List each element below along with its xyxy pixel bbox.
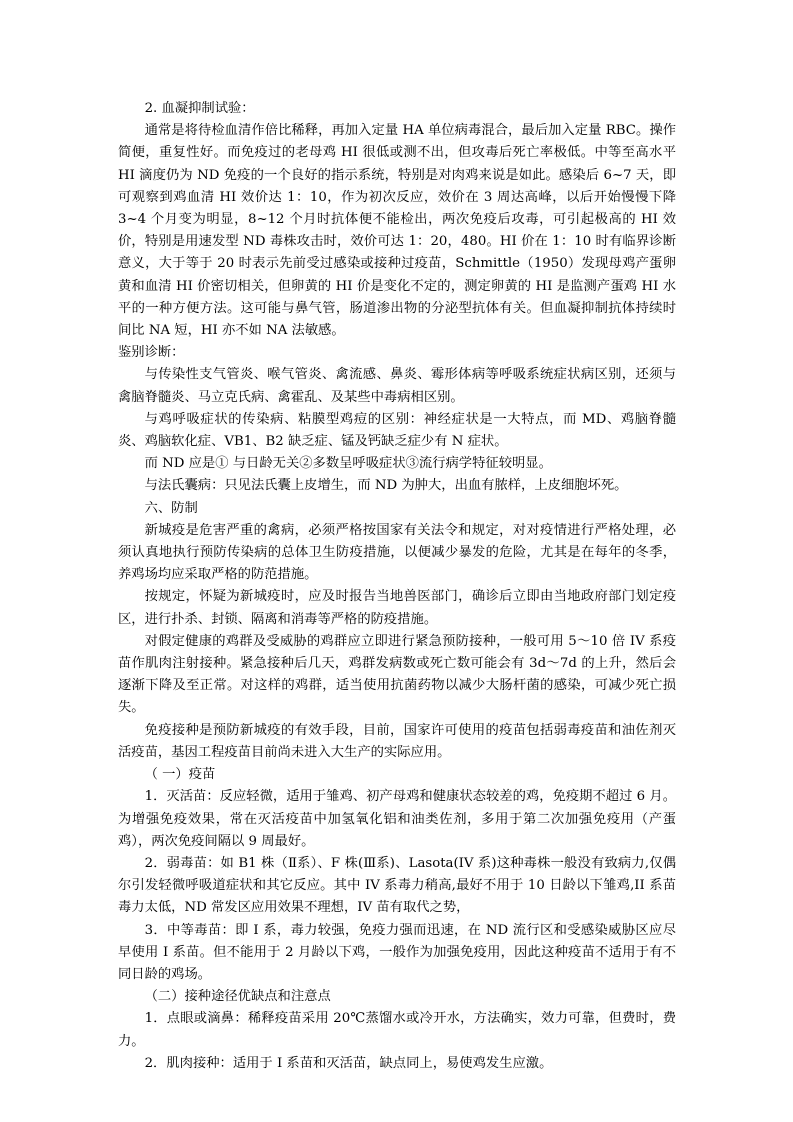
- paragraph-inactivated-vaccine: 1．灭活苗：反应轻微，适用于雏鸡、初产母鸡和健康状态较差的鸡，免疫期不超过 6 月。为增强免疫效果，常在灭活疫苗中加氢氧化铝和油类佐剂，多用于第二次加强免疫用（产蛋鸡），两次免疫间隔以 9 周最好。: [118, 789, 676, 849]
- paragraph-emergency-vaccination: 对假定健康的鸡群及受威胁的鸡群应立即进行紧急预防接种，一般可用 5～10 倍 IV 系疫苗作肌肉注射接种。紧急接种后几天，鸡群发病数或死亡数可能会有 3d～7d 的上升，然后会逐渐下降及至正常。对这样的鸡群，适当使用抗菌药物以减少大肠杆菌的感染，可减少死亡损失。: [118, 633, 676, 716]
- heading-hi-test: 2. 血凝抑制试验：: [144, 101, 255, 116]
- paragraph-eye-nose-drop: 1．点眼或滴鼻：稀释疫苗采用 20℃蒸馏水或冷开水，方法确实，效力可靠，但费时，费力。: [118, 1011, 676, 1049]
- paragraph-respiratory-diff: 与传染性支气管炎、喉气管炎、禽流感、鼻炎、霉形体病等呼吸系统症状病区别，还须与禽脑脊髓炎、马立克氏病、禽霍乱、及某些中毒病相区别。: [118, 367, 676, 405]
- heading-vaccines: （ 一）疫苗: [144, 767, 216, 783]
- paragraph-intermediate-vaccine: 3．中等毒苗：即 I 系，毒力较强，免疫力强而迅速，在 ND 流行区和受感染威胁区应尽早使用 I 系苗。但不能用于 2 月龄以下鸡，一般作为加强免疫用，因此这种疫苗不适用于有不同日龄的鸡场。: [118, 922, 676, 982]
- paragraph-intramuscular: 2．肌肉接种：适用于 I 系苗和灭活苗，缺点同上，易使鸡发生应激。: [144, 1055, 553, 1071]
- heading-differential-diagnosis: 鉴别诊断：: [118, 345, 185, 361]
- paragraph-reporting: 按规定，怀疑为新城疫时，应及时报告当地兽医部门，确诊后立即由当地政府部门划定疫区，进行扑杀、封锁、隔离和消毒等严格的防疫措施。: [118, 589, 676, 627]
- paragraph-hi-description: 通常是将待检血清作倍比稀释，再加入定量 HA 单位病毒混合，最后加入定量 RBC。操作简便，重复性好。而免疫过的老母鸡 HI 很低或测不出，但攻毒后死亡率极低。中等至高水平 HI 滴度仍为 ND 免疫的一个良好的指示系统，特别是对肉鸡来说是如此。感染后 6~7 天，即可观察到鸡血清 HI 效价达 1：10，作为初次反应，效价在 3 周达高峰，以后开始慢慢下降 3~4 个月变为明显，8~12 个月时抗体便不能检出，两次免疫后攻毒，可引起极高的 HI 效价，特别是用速发型 ND 毒株攻击时，效价可达 1：20，480。HI 价在 1：10 时有临界诊断意义，大于等于 20 时表示先前受过感染或接种过疫苗，Schmittle（1950）发现母鸡产蛋卵黄和血清 HI 价密切相关，但卵黄的 HI 价是变化不定的，测定卵黄的 HI 是监测产蛋鸡 HI 水平的一种方便方法。这可能与鼻气管，肠道渗出物的分泌型抗体有关。但血凝抑制抗体持续时间比 NA 短，HI 亦不如 NA 法敏感。: [118, 123, 676, 339]
- paragraph-nd-features: 而 ND 应是① 与日龄无关②多数呈呼吸症状③流行病学特征较明显。: [144, 456, 552, 472]
- paragraph-attenuated-vaccine: 2．弱毒苗：如 B1 株（Ⅱ系）、F 株(Ⅲ系)、Lasota(IV 系)这种毒株一般没有致病力,仅偶尔引发轻微呼吸道症状和其它反应。其中 IV 系毒力稍高,最好不用于 10 日龄以下雏鸡,II 系苗毒力太低，ND 常发区应用效果不理想，IV 苗有取代之势，: [118, 855, 676, 916]
- paragraph-vaccine-overview: 免疫接种是预防新城疫的有效手段，目前，国家许可使用的疫苗包括弱毒疫苗和油佐剂灭活疫苗，基因工程疫苗目前尚未进入大生产的实际应用。: [118, 722, 676, 760]
- paragraph-prevention-intro: 新城疫是危害严重的禽病，必须严格按国家有关法令和规定，对对疫情进行严格处理，必须认真地执行预防传染病的总体卫生防疫措施，以便减少暴发的危险，尤其是在每年的冬季，养鸡场均应采取严格的防范措施。: [118, 522, 676, 583]
- paragraph-fowlpox-diff: 与鸡呼吸症状的传染病、粘膜型鸡痘的区别：神经症状是一大特点，而 MD、鸡脑脊髓炎、鸡脑软化症、VB1、B2 缺乏症、锰及钙缺乏症少有 N 症状。: [118, 411, 676, 450]
- heading-prevention: 六、防制: [144, 500, 198, 516]
- document-page: [118, 98, 676, 1075]
- paragraph-bursal-diff: 与法氏囊病：只见法氏囊上皮增生，而 ND 为肿大，出血有脓样，上皮细胞坏死。: [144, 478, 628, 494]
- heading-vaccination-routes: （二）接种途径优缺点和注意点: [144, 989, 331, 1005]
